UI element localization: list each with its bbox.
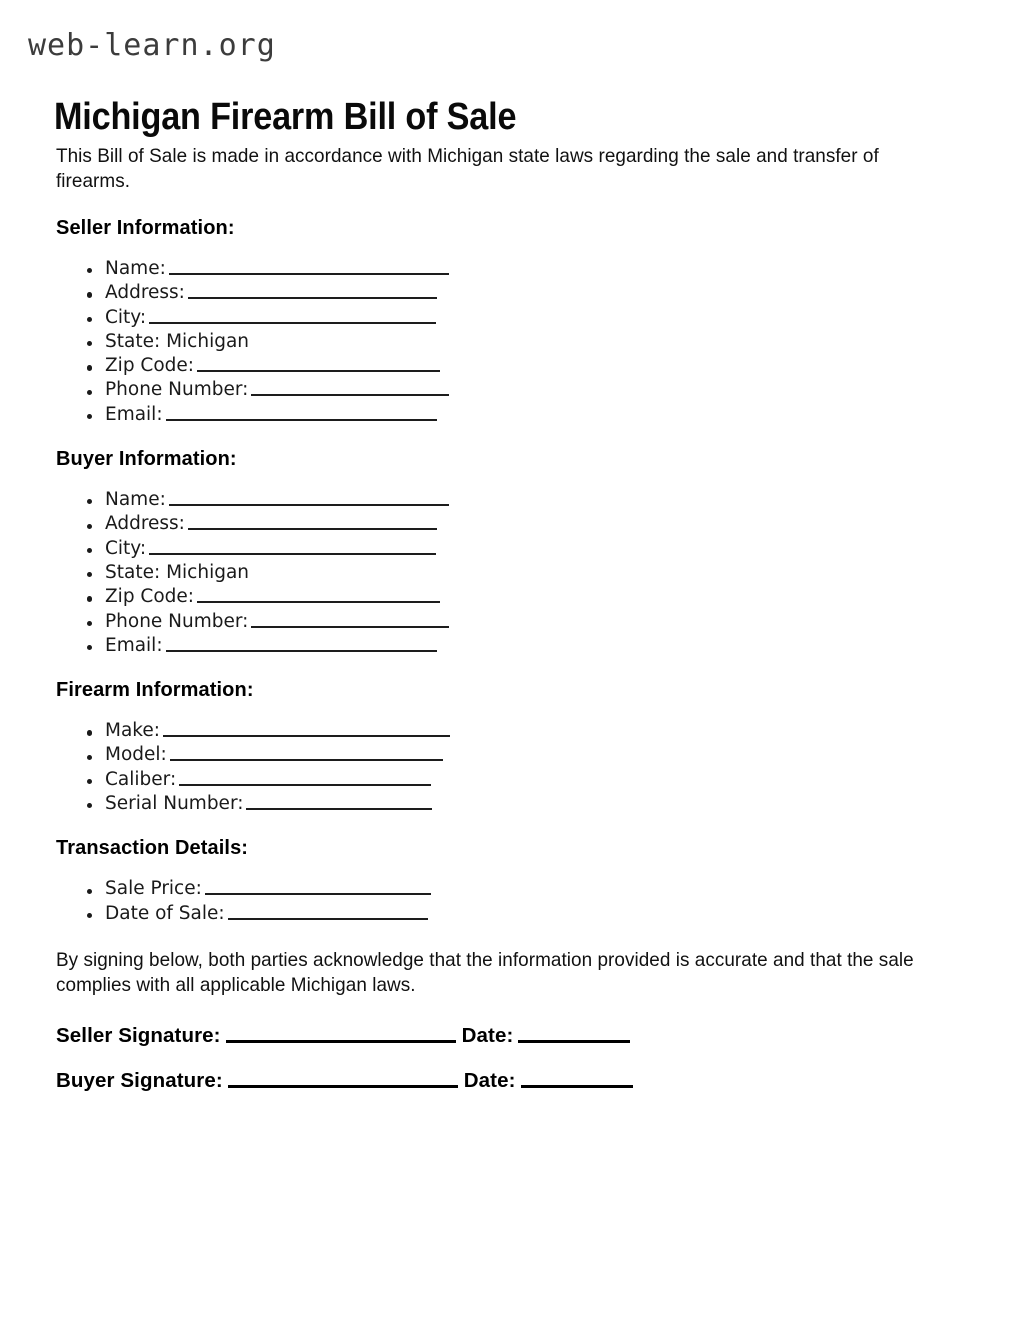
- transaction-field-list: [56, 877, 968, 926]
- field-label: Zip Code:: [105, 586, 195, 608]
- field-label: Email:: [105, 403, 163, 425]
- fill-in-blank[interactable]: [169, 489, 449, 506]
- transaction-details-heading: Transaction Details:: [56, 837, 249, 860]
- fill-in-blank[interactable]: [179, 769, 431, 786]
- fill-in-blank[interactable]: [251, 379, 449, 396]
- fill-in-blank[interactable]: [246, 793, 432, 810]
- fill-in-blank[interactable]: [170, 744, 443, 761]
- list-item: [56, 257, 968, 281]
- list-item: [56, 610, 968, 634]
- field-label: Sale Price:: [105, 878, 202, 900]
- list-item: [56, 354, 968, 378]
- field-label: City:: [105, 306, 147, 328]
- signature-blank[interactable]: [228, 1070, 458, 1088]
- seller-information-heading: Seller Information:: [56, 217, 235, 239]
- list-item: [56, 768, 968, 792]
- field-value: Michigan: [160, 561, 250, 583]
- field-label: State:: [105, 330, 161, 352]
- field-label: Name:: [105, 258, 166, 279]
- fill-in-blank[interactable]: [228, 903, 428, 920]
- list-item: [56, 488, 968, 512]
- buyer-field-list: [56, 488, 968, 658]
- field-label: Phone Number:: [105, 610, 249, 632]
- field-label: Date of Sale:: [105, 902, 225, 924]
- fill-in-blank[interactable]: [197, 355, 440, 372]
- page-title: Michigan Firearm Bill of Sale: [54, 96, 517, 139]
- signature-row: [56, 1068, 968, 1094]
- signature-row: [56, 1023, 968, 1049]
- list-item: [56, 537, 968, 561]
- field-value: Michigan: [160, 330, 250, 352]
- seller-field-list: [56, 257, 968, 427]
- list-item: [56, 902, 968, 926]
- field-label: Email:: [105, 634, 163, 656]
- date-blank[interactable]: [518, 1025, 630, 1043]
- closing-paragraph: By signing below, both parties acknowledge that the information provided is accurate and that the sale complies with all applicable Michigan laws.: [56, 948, 914, 996]
- signature-label: Buyer Signature:: [56, 1068, 223, 1092]
- list-item: [56, 378, 968, 402]
- field-label: Name:: [105, 489, 166, 511]
- list-item: [56, 585, 968, 609]
- fill-in-blank[interactable]: [149, 538, 436, 555]
- list-item: [56, 306, 968, 330]
- firearm-field-list: [56, 719, 968, 816]
- fill-in-blank[interactable]: [166, 635, 437, 652]
- field-label: Serial Number:: [105, 793, 244, 815]
- fill-in-blank[interactable]: [205, 878, 431, 895]
- date-label: Date:: [461, 1023, 514, 1047]
- list-item: [56, 403, 968, 427]
- field-label: Caliber:: [105, 768, 177, 790]
- list-item: [56, 330, 968, 354]
- field-label: Zip Code:: [105, 355, 195, 377]
- fill-in-blank[interactable]: [251, 611, 449, 628]
- list-item: [56, 634, 968, 658]
- field-label: Address:: [105, 513, 185, 535]
- fill-in-blank[interactable]: [163, 720, 450, 737]
- list-item: [56, 281, 968, 305]
- list-item: [56, 877, 968, 901]
- buyer-information-heading: Buyer Information:: [56, 448, 237, 471]
- fill-in-blank[interactable]: [149, 307, 436, 324]
- list-item: [56, 512, 968, 536]
- fill-in-blank[interactable]: [166, 404, 437, 421]
- signature-label: Seller Signature:: [56, 1023, 221, 1047]
- signature-blank[interactable]: [226, 1025, 456, 1043]
- intro-paragraph: This Bill of Sale is made in accordance with Michigan state laws regarding the sale and transfer of firearms.: [56, 145, 879, 192]
- field-label: Address:: [105, 282, 185, 304]
- field-label: City:: [105, 537, 147, 559]
- field-label: Make:: [105, 720, 160, 742]
- list-item: [56, 561, 968, 585]
- list-item: [56, 719, 968, 743]
- list-item: [56, 792, 968, 816]
- firearm-information-heading: Firearm Information:: [56, 679, 254, 702]
- fill-in-blank[interactable]: [188, 513, 437, 530]
- date-blank[interactable]: [521, 1070, 633, 1088]
- site-watermark: web-learn.org: [28, 28, 276, 63]
- field-label: Phone Number:: [105, 379, 249, 401]
- field-label: State:: [105, 561, 161, 583]
- fill-in-blank[interactable]: [188, 282, 437, 299]
- document-body: [56, 144, 968, 1094]
- fill-in-blank[interactable]: [169, 258, 449, 275]
- date-label: Date:: [463, 1068, 516, 1092]
- list-item: [56, 743, 968, 767]
- fill-in-blank[interactable]: [197, 586, 440, 603]
- signature-block: [56, 1023, 968, 1094]
- field-label: Model:: [105, 744, 167, 766]
